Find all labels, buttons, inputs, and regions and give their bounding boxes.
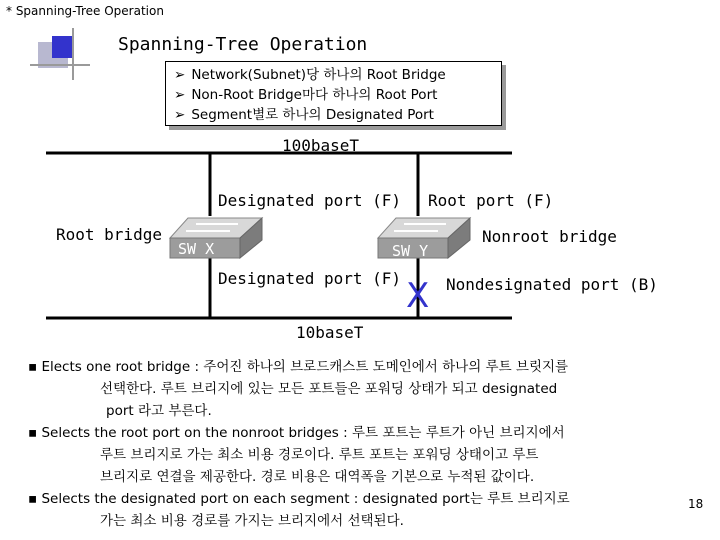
slide-title: Spanning-Tree Operation <box>118 34 368 55</box>
switch-y-label: SW Y <box>392 242 429 260</box>
explanation-notes <box>28 356 668 532</box>
note-line: ▪ Elects one root bridge : 주어진 하나의 브로드캐스트 도메인에서 하나의 루트 브릿지를 <box>28 359 569 375</box>
note-line: port 라고 부른다. <box>106 403 212 419</box>
nondesignated-port-label: Nondesignated port (B) <box>446 275 658 294</box>
arrow-bullet-icon: ➢ <box>174 107 186 123</box>
page-number: 18 <box>688 497 704 511</box>
note-line: ▪ Selects the root port on the nonroot bridges : 루트 포트는 루트가 아닌 브리지에서 <box>28 425 565 441</box>
note-line: ▪ Selects the designated port on each segment : designated port는 루트 브리지로 <box>28 491 570 507</box>
note-line: 선택한다. 루트 브리지에 있는 모든 포트들은 포워딩 상태가 되고 designated <box>100 381 558 397</box>
segment-10baset-label: 10baseT <box>296 323 364 342</box>
note-line: 루트 브리지로 가는 최소 비용 경로이다. 루트 포트는 포워딩 상태이고 루트 <box>100 447 539 463</box>
switch-x-label: SW X <box>178 240 215 258</box>
designated-port-bottom-label: Designated port (F) <box>218 269 402 288</box>
arrow-bullet-icon: ➢ <box>174 67 186 83</box>
root-bridge-label: Root bridge <box>56 225 162 244</box>
summary-bullet: ➢ Non-Root Bridge마다 하나의 Root Port <box>174 87 438 103</box>
note-line: 가는 최소 비용 경로를 가지는 브리지에서 선택된다. <box>100 513 404 529</box>
root-port-label: Root port (F) <box>428 191 554 210</box>
note-line: 브리지로 연결을 제공한다. 경로 비용은 대역폭을 기본으로 누적된 값이다. <box>100 469 535 485</box>
summary-bullet: ➢ Network(Subnet)당 하나의 Root Bridge <box>174 67 446 83</box>
arrow-bullet-icon: ➢ <box>174 87 186 103</box>
blocked-port-x-mark: X <box>406 276 430 316</box>
designated-port-top-label: Designated port (F) <box>218 191 402 210</box>
nonroot-bridge-label: Nonroot bridge <box>482 227 617 246</box>
segment-100baset-label: 100baseT <box>282 136 360 155</box>
summary-bullet: ➢ Segment별로 하나의 Designated Port <box>174 107 434 123</box>
slide-header: * Spanning-Tree Operation <box>6 4 164 18</box>
